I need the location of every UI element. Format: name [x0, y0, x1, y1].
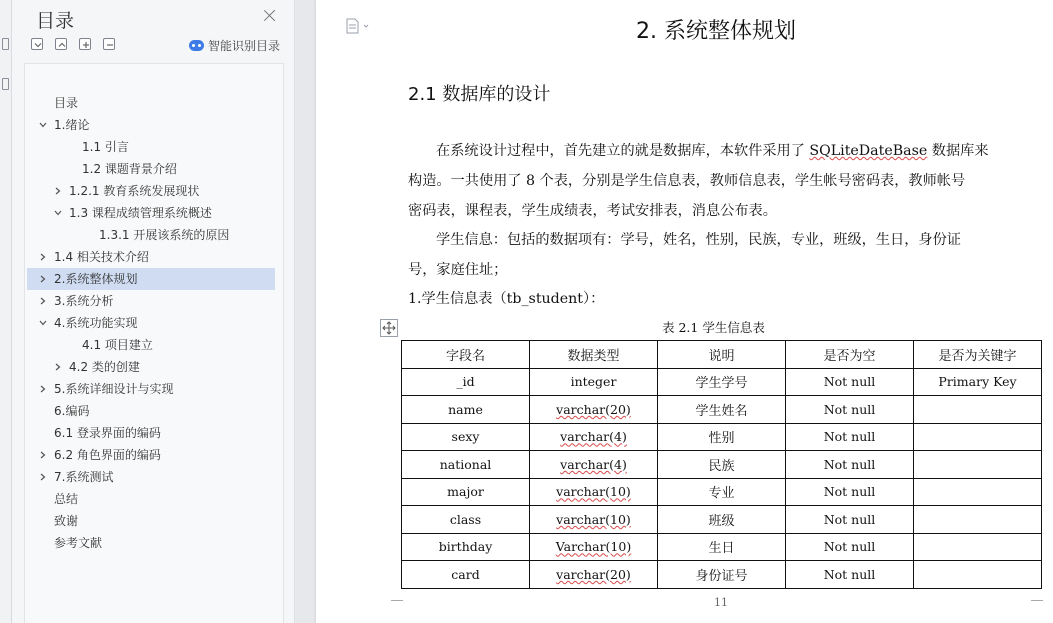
sidebar-title: 目录 — [36, 10, 75, 32]
table-header-cell: 说明 — [658, 341, 786, 369]
chevron-right-icon[interactable] — [38, 274, 48, 284]
strip-tab-marker[interactable] — [2, 78, 9, 90]
table-cell-text: varchar(10) — [556, 484, 631, 500]
toc-item[interactable] — [27, 422, 275, 444]
toc-item[interactable] — [27, 444, 275, 466]
table-header-cell: 是否为关键字 — [914, 341, 1042, 369]
table-cell — [402, 451, 530, 479]
chevron-right-icon[interactable] — [38, 384, 48, 394]
body-paragraph-line: 构造。一共使用了 8 个表，分别是学生信息表，教师信息表，学生帐号密码表，教师帐号 — [408, 173, 966, 189]
ai-bot-icon — [189, 40, 204, 51]
table-row — [402, 423, 1042, 451]
table-cell-text: Not null — [823, 374, 876, 390]
table-cell-text: varchar(20) — [556, 401, 631, 417]
table-cell — [658, 561, 786, 589]
table-caption: 表 2.1 学生信息表 — [662, 320, 765, 335]
body-paragraph: 学生信息：包括的数据项有：学号，姓名，性别，民族，专业，班级，生日，身份证 — [436, 232, 961, 248]
table-row — [402, 368, 1042, 396]
chevron-right-icon[interactable] — [53, 362, 63, 372]
table-cell-text: varchar(4) — [560, 456, 627, 472]
table-cell-text: Varchar(10) — [555, 539, 632, 555]
table-cell — [402, 506, 530, 534]
table-cell — [914, 451, 1042, 479]
left-edge-strip — [0, 0, 12, 623]
toc-item[interactable] — [27, 356, 275, 378]
table-cell — [786, 561, 914, 589]
toc-item-label: 1.3 课程成绩管理系统概述 — [69, 206, 212, 220]
table-cell-text: integer — [570, 374, 617, 390]
table-cell-text: varchar(4) — [560, 429, 627, 445]
body-paragraph-line: 号，家庭住址； — [408, 262, 508, 278]
table-cell-text: sexy — [451, 429, 480, 445]
table-cell — [914, 561, 1042, 589]
table-cell — [658, 451, 786, 479]
table-cell-text: 学生学号 — [695, 376, 748, 392]
chevron-down-icon[interactable] — [38, 318, 48, 328]
toc-item-label: 致谢 — [54, 514, 79, 528]
toc-item[interactable] — [27, 268, 275, 290]
toc-item[interactable] — [27, 92, 275, 114]
table-cell — [402, 368, 530, 396]
table-cell — [530, 561, 658, 589]
body-paragraph-line: 密码表，课程表，学生成绩表，考试安排表，消息公布表。 — [408, 203, 777, 219]
strip-tab-marker[interactable] — [2, 38, 9, 50]
table-cell — [530, 451, 658, 479]
collapse-all-icon[interactable] — [31, 38, 43, 50]
table-cell — [914, 423, 1042, 451]
table-cell-text: 身份证号 — [695, 568, 748, 584]
table-cell — [914, 533, 1042, 561]
toc-item-label: 1.1 引言 — [82, 140, 129, 154]
table-cell-text: Not null — [823, 484, 876, 500]
table-cell — [658, 506, 786, 534]
toc-item-label: 2.系统整体规划 — [54, 272, 138, 286]
toc-item[interactable] — [27, 114, 275, 136]
toc-item[interactable] — [27, 312, 275, 334]
toc-list — [24, 63, 284, 623]
table-cell — [530, 533, 658, 561]
toc-item-label: 4.系统功能实现 — [54, 316, 138, 330]
table-cell — [658, 478, 786, 506]
heading-level-1: 2. 系统整体规划 — [636, 19, 796, 44]
table-cell — [786, 423, 914, 451]
table-header-cell: 字段名 — [402, 341, 530, 369]
toc-item-label: 5.系统详细设计与实现 — [54, 382, 174, 396]
table-cell-text: _id — [456, 374, 475, 390]
table-cell — [402, 478, 530, 506]
table-cell-text: birthday — [438, 539, 493, 555]
toc-item[interactable] — [27, 488, 275, 510]
table-cell-text: 班级 — [708, 513, 735, 529]
toc-item-label: 总结 — [54, 492, 79, 506]
document-icon[interactable] — [346, 18, 372, 38]
table-cell — [658, 396, 786, 424]
toc-item-label: 目录 — [54, 96, 79, 110]
table-row — [402, 451, 1042, 479]
toc-item[interactable] — [27, 510, 275, 532]
table-row — [402, 478, 1042, 506]
table-cell — [658, 368, 786, 396]
document-area — [296, 0, 1053, 623]
document-page — [316, 0, 1053, 623]
table-cell-text: Primary Key — [938, 374, 1017, 390]
table-cell-text: 专业 — [708, 486, 735, 502]
toc-item-label: 6.2 角色界面的编码 — [54, 448, 161, 462]
table-intro-line: 1.学生信息表（tb_student）： — [408, 291, 605, 307]
table-cell — [786, 396, 914, 424]
table-cell — [786, 478, 914, 506]
table-cell-text: 民族 — [708, 458, 735, 474]
toc-item-label: 4.2 类的创建 — [69, 360, 140, 374]
toc-item[interactable] — [27, 290, 275, 312]
table-cell — [914, 506, 1042, 534]
toc-item-label: 1.3.1 开展该系统的原因 — [99, 228, 230, 242]
table-body — [402, 368, 1042, 588]
table-cell-text: varchar(20) — [556, 566, 631, 582]
toc-item-label: 1.2.1 教育系统发展现状 — [69, 184, 200, 198]
table-cell — [786, 451, 914, 479]
table-cell-text: Not null — [823, 401, 876, 417]
table-row — [402, 396, 1042, 424]
close-icon[interactable] — [262, 8, 278, 24]
toc-item[interactable] — [27, 378, 275, 400]
table-cell-text: 性别 — [708, 431, 735, 447]
page-corner-mark — [391, 600, 403, 612]
table-cell — [402, 533, 530, 561]
table-row — [402, 533, 1042, 561]
text-run: 在系统设计过程中，首先建立的就是数据库，本软件采用了 — [436, 143, 810, 159]
table-cell-text: card — [451, 566, 480, 582]
toc-item[interactable] — [27, 334, 275, 356]
toc-item-label: 1.4 相关技术介绍 — [54, 250, 149, 264]
table-cell — [914, 396, 1042, 424]
table-cell — [786, 506, 914, 534]
chevron-right-icon[interactable] — [38, 252, 48, 262]
spellcheck-word: SQLiteDateBase — [809, 143, 928, 159]
table-cell-text: Not null — [823, 456, 876, 472]
toc-item-label: 4.1 项目建立 — [82, 338, 153, 352]
table-cell-text: 学生姓名 — [695, 403, 748, 419]
table-cell-text: Not null — [823, 539, 876, 555]
smart-toc-button[interactable] — [189, 36, 280, 54]
table-cell — [530, 396, 658, 424]
toc-item[interactable] — [27, 466, 275, 488]
table-row — [402, 561, 1042, 589]
toc-item-label: 3.系统分析 — [54, 294, 114, 308]
table-cell — [914, 478, 1042, 506]
table-cell — [530, 368, 658, 396]
toc-item-label: 6.编码 — [54, 404, 90, 418]
table-cell-text: Not null — [823, 511, 876, 527]
chevron-right-icon[interactable] — [38, 472, 48, 482]
table-cell-text: 生日 — [708, 541, 735, 557]
body-paragraph — [408, 136, 1036, 166]
toc-item-label: 7.系统测试 — [54, 470, 114, 484]
table-cell — [402, 561, 530, 589]
table-cell — [914, 368, 1042, 396]
toc-item-label: 1.2 课题背景介绍 — [82, 162, 177, 176]
table-header-cell: 是否为空 — [786, 341, 914, 369]
toc-item[interactable] — [27, 224, 275, 246]
table-cell-text: name — [448, 401, 483, 417]
toc-sidebar — [12, 0, 295, 623]
table-cell — [402, 423, 530, 451]
table-cell — [658, 423, 786, 451]
table-cell-text: class — [449, 511, 482, 527]
remove-heading-icon[interactable] — [103, 38, 115, 50]
table-cell — [402, 396, 530, 424]
toc-item-label: 6.1 登录界面的编码 — [54, 426, 161, 440]
smart-toc-label: 智能识别目录 — [208, 38, 281, 53]
toc-item[interactable] — [27, 246, 275, 268]
chevron-down-icon[interactable] — [38, 120, 48, 130]
toc-item-label: 参考文献 — [54, 536, 103, 550]
table-cell-text: national — [439, 456, 492, 472]
table-header-row — [402, 341, 1042, 369]
toc-item-label: 1.绪论 — [54, 118, 90, 132]
table-move-handle-icon[interactable] — [380, 319, 398, 337]
toc-item[interactable] — [27, 202, 275, 224]
toc-item[interactable] — [27, 136, 275, 158]
table-cell-text: Not null — [823, 429, 876, 445]
chevron-down-icon[interactable] — [53, 208, 63, 218]
heading-level-2: 2.1 数据库的设计 — [408, 84, 551, 105]
table-cell — [530, 423, 658, 451]
table-cell — [530, 506, 658, 534]
table-cell — [530, 478, 658, 506]
text-run: 数据库来 — [927, 143, 989, 159]
toc-item[interactable] — [27, 532, 275, 554]
table-cell — [786, 533, 914, 561]
page-number: 11 — [714, 596, 728, 609]
table-row — [402, 506, 1042, 534]
toc-item[interactable] — [27, 180, 275, 202]
toc-item[interactable] — [27, 400, 275, 422]
table-header-cell: 数据类型 — [530, 341, 658, 369]
page-corner-mark — [1031, 600, 1043, 612]
table-cell — [658, 533, 786, 561]
student-info-table — [401, 340, 1042, 589]
chevron-right-icon[interactable] — [53, 186, 63, 196]
chevron-right-icon[interactable] — [38, 296, 48, 306]
expand-all-icon[interactable] — [55, 38, 67, 50]
table-cell-text: major — [447, 484, 484, 500]
chevron-right-icon[interactable] — [38, 450, 48, 460]
add-heading-icon[interactable] — [79, 38, 91, 50]
table-cell — [786, 368, 914, 396]
table-cell-text: Not null — [823, 566, 876, 582]
table-cell-text: varchar(10) — [556, 511, 631, 527]
toc-item[interactable] — [27, 158, 275, 180]
